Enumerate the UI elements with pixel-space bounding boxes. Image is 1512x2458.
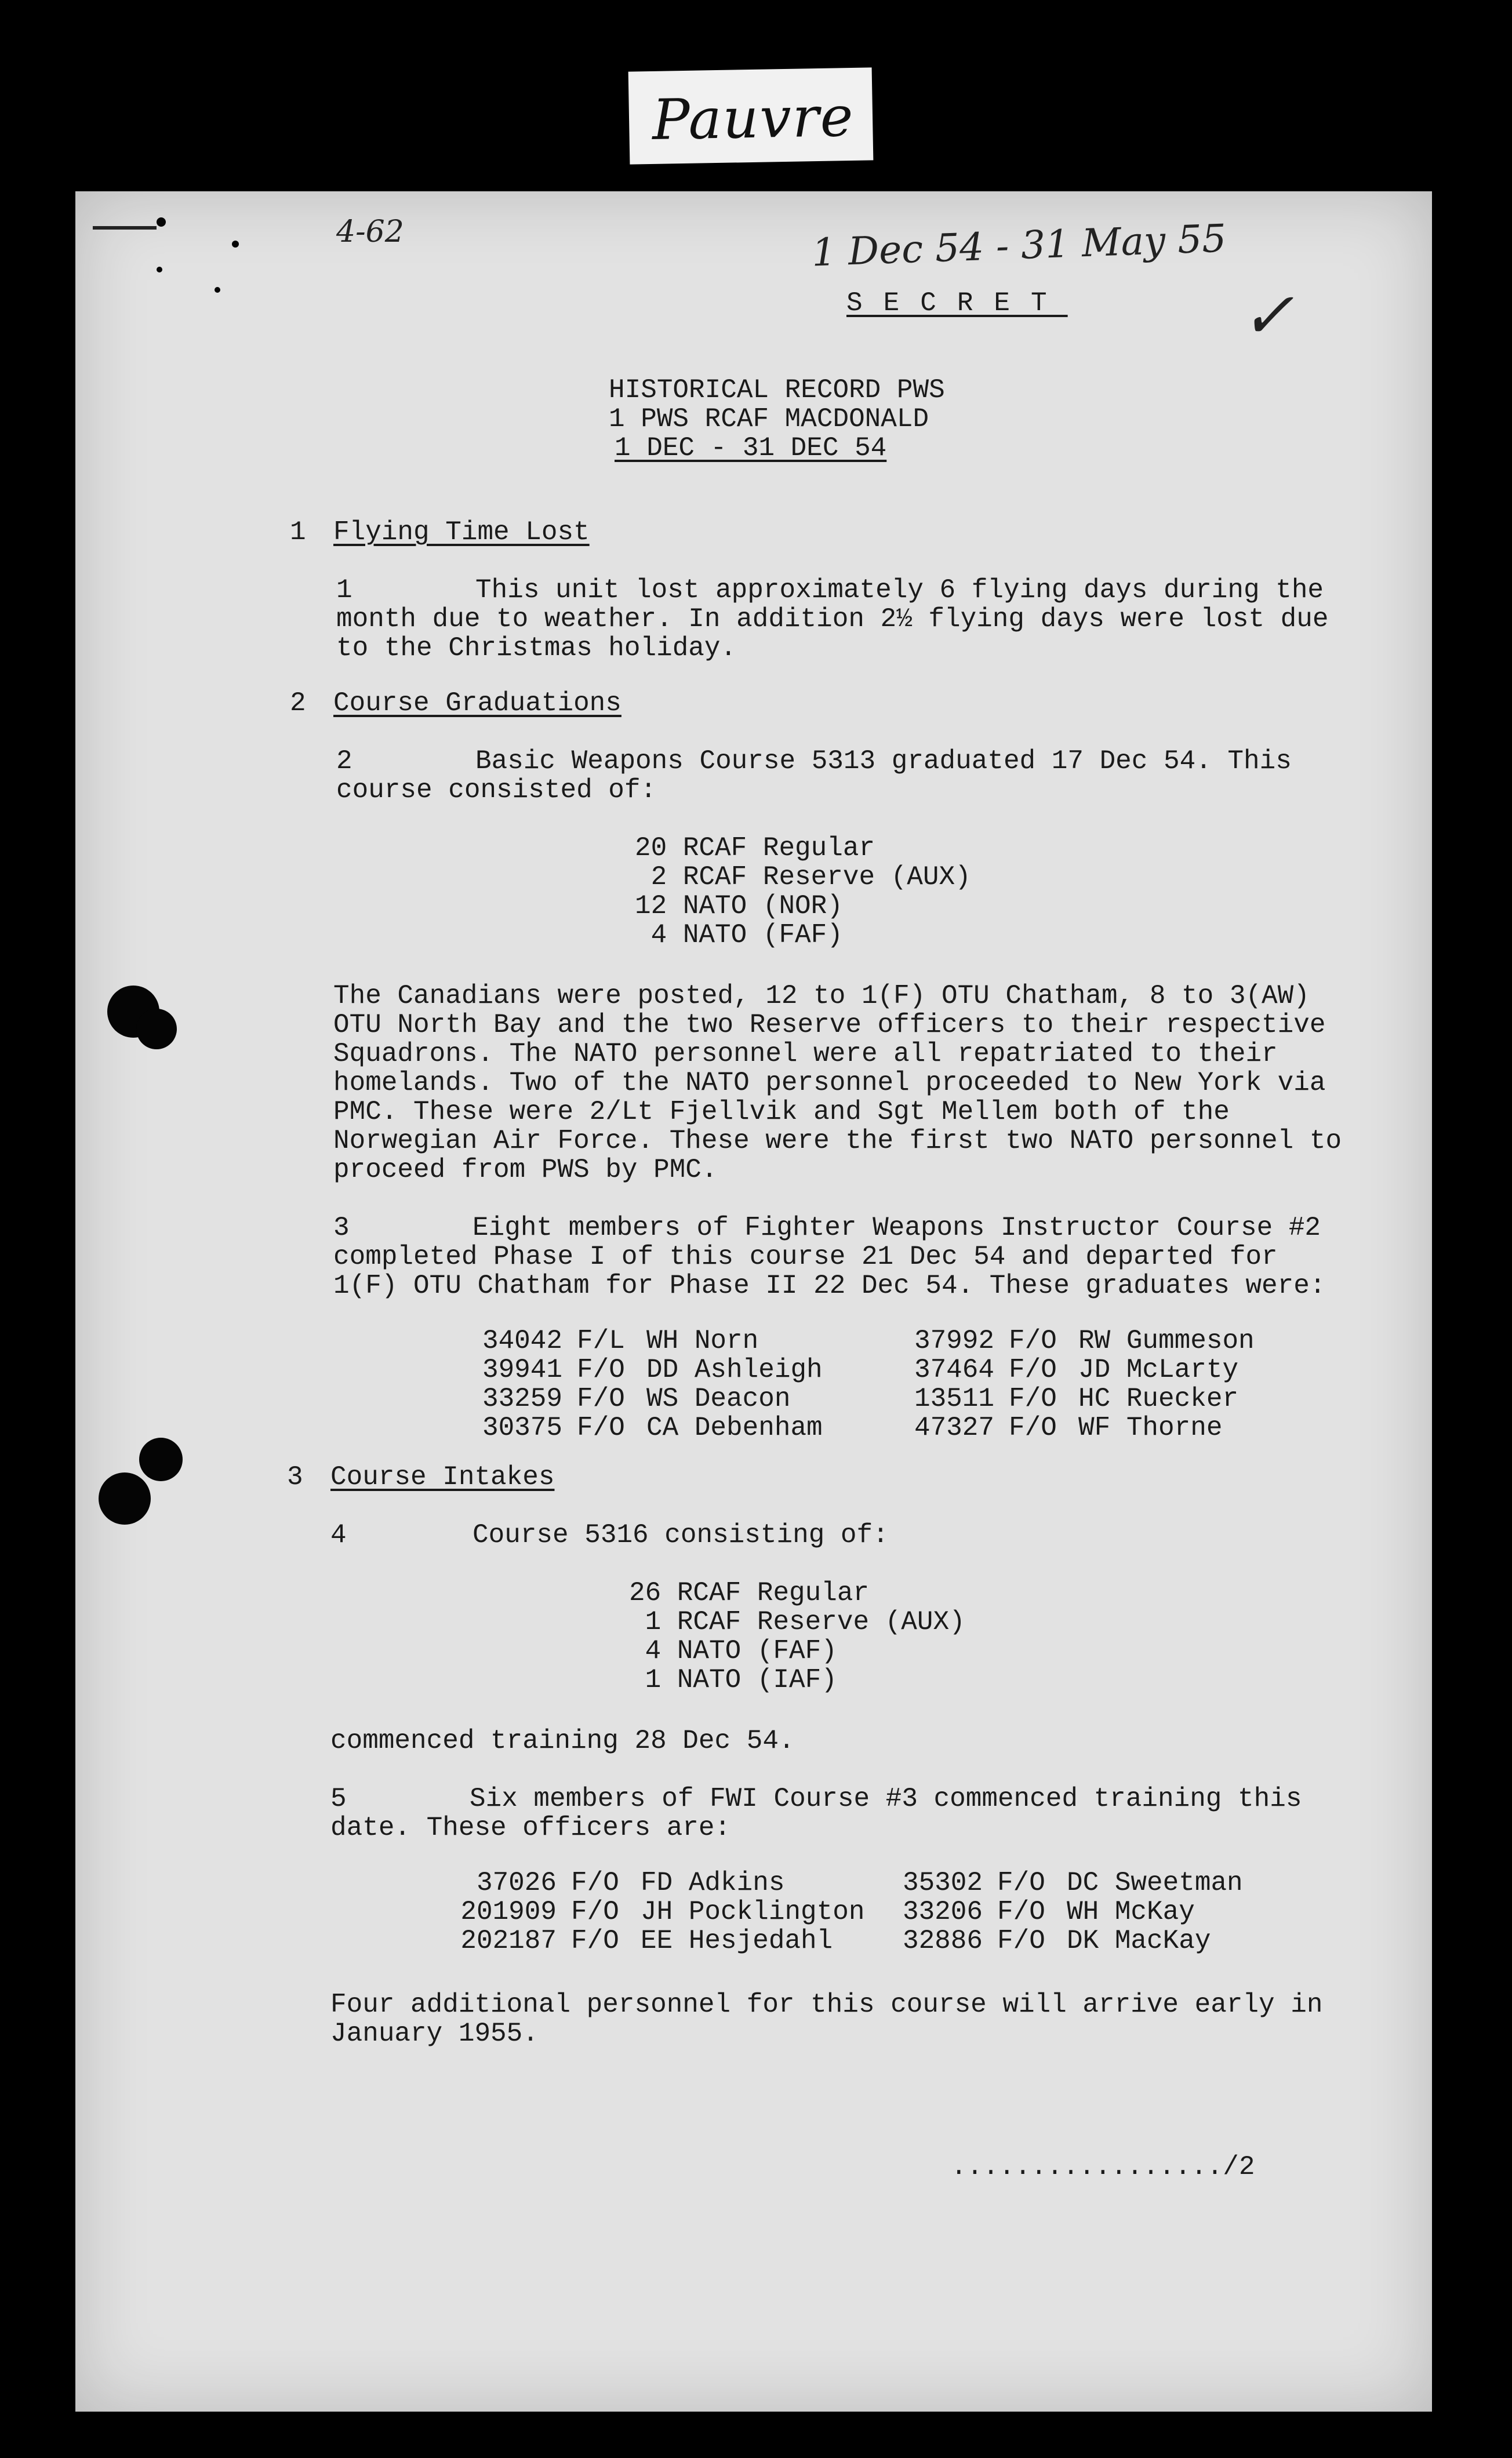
section-number: 2 [290, 688, 306, 718]
roster-cell: HC Ruecker [1078, 1384, 1239, 1414]
roster-cell: FD Adkins [641, 1868, 785, 1898]
roster-cell: F/L [577, 1326, 625, 1356]
roster-cell: F/O [997, 1897, 1045, 1927]
roster-cell: F/O [571, 1897, 619, 1927]
classification: SECRET [846, 288, 1068, 318]
roster-cell: F/O [1009, 1326, 1057, 1356]
paragraph-line: Basic Weapons Course 5313 graduated 17 Dec 54. This [475, 746, 1292, 776]
punch-hole [99, 1472, 151, 1525]
paragraph-line: Norwegian Air Force. These were the first two NATO personnel to [333, 1126, 1342, 1156]
roster-cell: F/O [577, 1384, 625, 1414]
list-item: 1 NATO (IAF) [629, 1665, 837, 1695]
paragraph-line: Course 5316 consisting of: [472, 1520, 889, 1550]
roster-cell: F/O [571, 1926, 619, 1956]
ink-dot [215, 287, 220, 293]
roster-cell: JD McLarty [1078, 1355, 1239, 1385]
roster-cell: 30375 [482, 1413, 562, 1443]
paragraph-line: commenced training 28 Dec 54. [330, 1726, 795, 1756]
check-mark: ✓ [1241, 278, 1295, 352]
list-item: 12 NATO (NOR) [635, 891, 843, 921]
roster-cell: 35302 [902, 1868, 983, 1898]
paragraph-line: homelands. Two of the NATO personnel proceeded to New York via [333, 1068, 1326, 1098]
roster-cell: F/O [1009, 1355, 1057, 1385]
roster-cell: 32886 [902, 1926, 983, 1956]
list-item: 20 RCAF Regular [635, 833, 875, 863]
list-item: 4 NATO (FAF) [629, 1636, 837, 1666]
roster-cell: F/O [577, 1355, 625, 1385]
paragraph-line: Squadrons. The NATO personnel were all repatriated to their [333, 1039, 1278, 1069]
roster-cell: JH Pocklington [641, 1897, 865, 1927]
list-item: 2 RCAF Reserve (AUX) [635, 862, 971, 892]
roster-cell: DD Ashleigh [646, 1355, 823, 1385]
roster-cell: 201909 [460, 1897, 557, 1927]
roster-cell: 37464 [914, 1355, 994, 1385]
paragraph-number: 5 [330, 1784, 347, 1814]
roster-cell: CA Debenham [646, 1413, 823, 1443]
roster-cell: F/O [997, 1926, 1045, 1956]
paragraph-line: completed Phase I of this course 21 Dec 54 and departed for [333, 1242, 1278, 1272]
punch-hole [139, 1438, 183, 1481]
pen-stroke [93, 226, 157, 230]
roster-cell: F/O [997, 1868, 1045, 1898]
corner-number: 4-62 [336, 214, 404, 249]
roster-cell: F/O [577, 1413, 625, 1443]
paragraph-line: to the Christmas holiday. [336, 633, 737, 663]
roster-cell: DK MacKay [1067, 1926, 1211, 1956]
roster-cell: 47327 [914, 1413, 994, 1443]
paragraph-number: 1 [336, 575, 352, 605]
roster-cell: F/O [1009, 1413, 1057, 1443]
roster-cell: F/O [571, 1868, 619, 1898]
section-title: Flying Time Lost [333, 517, 590, 547]
section-number: 1 [290, 517, 306, 547]
paragraph-number: 2 [336, 746, 352, 776]
ink-dot [232, 241, 239, 248]
roster-cell: 13511 [914, 1384, 994, 1414]
paragraph-line: Eight members of Fighter Weapons Instructor Course #2 [472, 1213, 1321, 1243]
punch-hole [136, 1009, 177, 1049]
paragraph-number: 3 [333, 1213, 350, 1243]
roster-cell: EE Hesjedahl [641, 1926, 833, 1956]
paragraph-line: OTU North Bay and the two Reserve officers to their respective [333, 1010, 1326, 1040]
paragraph-line: Six members of FWI Course #3 commenced training this [470, 1784, 1302, 1814]
paragraph-number: 4 [330, 1520, 347, 1550]
roster-cell: 39941 [482, 1355, 562, 1385]
paragraph-line: The Canadians were posted, 12 to 1(F) OTU Chatham, 8 to 3(AW) [333, 981, 1310, 1011]
paragraph-line: month due to weather. In addition 2½ flying days were lost due [336, 604, 1329, 634]
roster-cell: 34042 [482, 1326, 562, 1356]
ink-dot [157, 267, 162, 272]
roster-cell: WH Norn [646, 1326, 759, 1356]
paragraph-line: date. These officers are: [330, 1813, 731, 1843]
paragraph-line: PMC. These were 2/Lt Fjellvik and Sgt Mellem both of the [333, 1097, 1230, 1127]
paragraph-line: proceed from PWS by PMC. [333, 1155, 718, 1185]
header-line-1: HISTORICAL RECORD PWS [609, 375, 945, 405]
ink-dot [157, 217, 166, 227]
roster-cell: RW Gummeson [1078, 1326, 1255, 1356]
archive-label [628, 67, 874, 164]
roster-cell: 37992 [914, 1326, 994, 1356]
paragraph-line: Four additional personnel for this course will arrive early in [330, 1990, 1323, 2020]
roster-cell: WH McKay [1067, 1897, 1195, 1927]
page-continuation: ................./2 [951, 2152, 1255, 2182]
section-number: 3 [287, 1462, 303, 1492]
roster-cell: F/O [1009, 1384, 1057, 1414]
paragraph-line: This unit lost approximately 6 flying days during the [475, 575, 1324, 605]
list-item: 26 RCAF Regular [629, 1578, 870, 1608]
roster-cell: WF Thorne [1078, 1413, 1223, 1443]
roster-cell: DC Sweetman [1067, 1868, 1243, 1898]
date-range: 1 Dec 54 - 31 May 55 [810, 216, 1227, 275]
roster-cell: 33206 [902, 1897, 983, 1927]
header-line-2: 1 PWS RCAF MACDONALD [609, 404, 929, 434]
roster-cell: 202187 [460, 1926, 557, 1956]
paragraph-line: course consisted of: [336, 775, 657, 805]
header-line-3: 1 DEC - 31 DEC 54 [615, 433, 887, 463]
list-item: 1 RCAF Reserve (AUX) [629, 1607, 965, 1637]
roster-cell: 37026 [476, 1868, 557, 1898]
roster-cell: WS Deacon [646, 1384, 791, 1414]
roster-cell: 33259 [482, 1384, 562, 1414]
document-page [75, 191, 1432, 2412]
paragraph-line: January 1955. [330, 2019, 539, 2049]
label-text: Pauvre [652, 83, 855, 152]
paragraph-line: 1(F) OTU Chatham for Phase II 22 Dec 54. These graduates were: [333, 1271, 1326, 1301]
list-item: 4 NATO (FAF) [635, 920, 843, 950]
section-title: Course Intakes [330, 1462, 555, 1492]
section-title: Course Graduations [333, 688, 621, 718]
